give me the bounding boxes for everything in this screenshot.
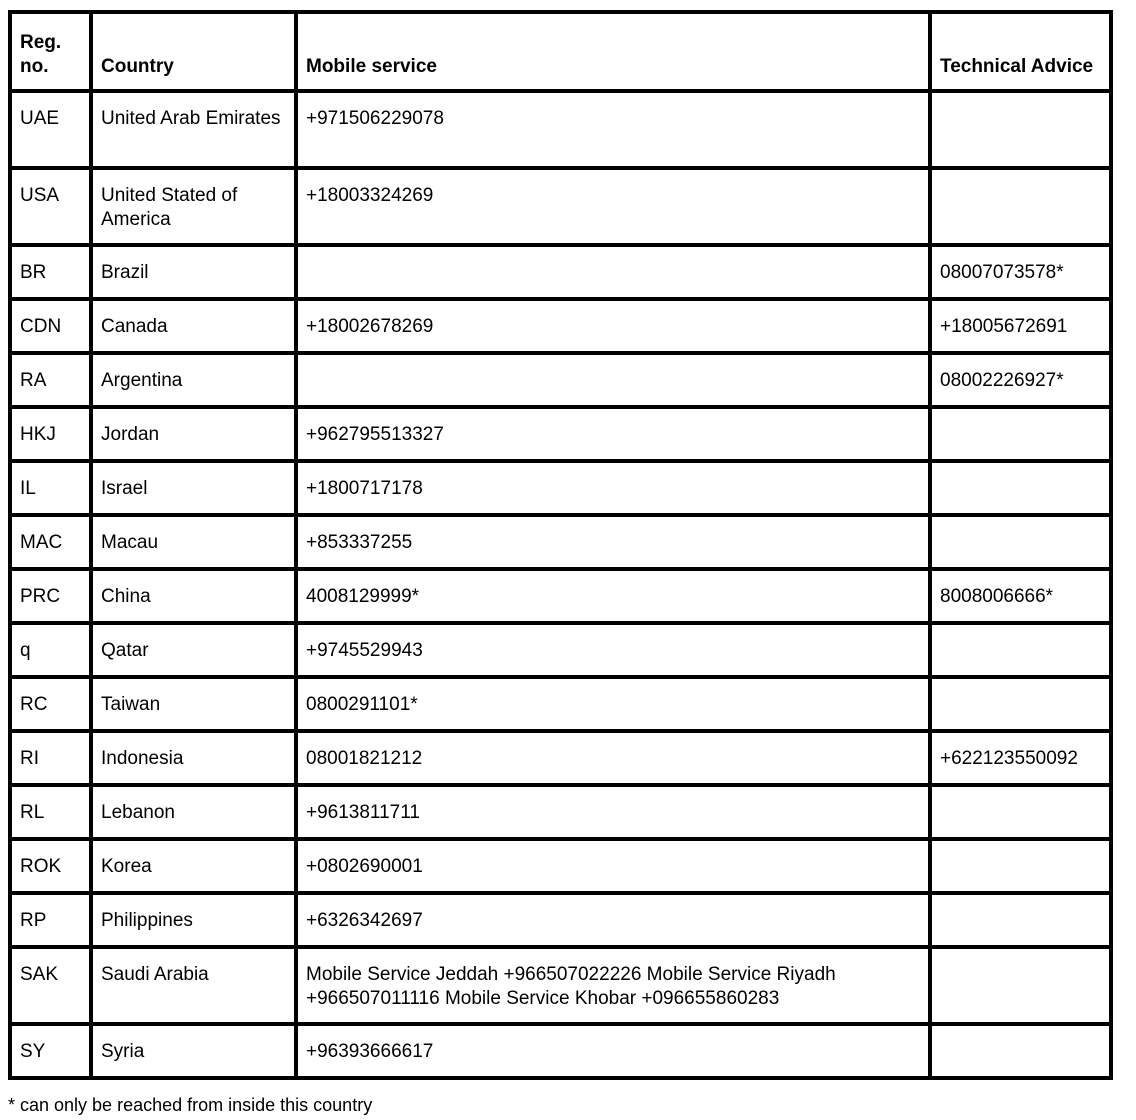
table-row <box>10 515 1111 569</box>
reg-no-cell: CDN <box>10 299 91 353</box>
country-cell: United Arab Emirates <box>91 91 296 168</box>
country-cell: Taiwan <box>91 677 296 731</box>
reg-no-cell: IL <box>10 461 91 515</box>
country-cell: United Stated of America <box>91 168 296 245</box>
country-cell: Macau <box>91 515 296 569</box>
table-row <box>10 569 1111 623</box>
reg-no-cell: HKJ <box>10 407 91 461</box>
technical-advice-cell <box>930 947 1111 1024</box>
technical-advice-cell <box>930 515 1111 569</box>
mobile-service-cell: +0802690001 <box>296 839 930 893</box>
table-row <box>10 623 1111 677</box>
mobile-service-cell: +9745529943 <box>296 623 930 677</box>
header-technical-advice: Technical Advice <box>930 12 1111 91</box>
mobile-service-cell <box>296 353 930 407</box>
reg-no-cell: SY <box>10 1024 91 1078</box>
reg-no-cell: RP <box>10 893 91 947</box>
reg-no-cell: SAK <box>10 947 91 1024</box>
table-row <box>10 168 1111 245</box>
table-row <box>10 731 1111 785</box>
reg-no-cell: RL <box>10 785 91 839</box>
table-row <box>10 299 1111 353</box>
header-reg-no: Reg. no. <box>10 12 91 91</box>
reg-no-cell: RI <box>10 731 91 785</box>
technical-advice-cell <box>930 1024 1111 1078</box>
mobile-service-cell: +96393666617 <box>296 1024 930 1078</box>
technical-advice-cell <box>930 168 1111 245</box>
technical-advice-cell <box>930 677 1111 731</box>
mobile-service-cell: 4008129999* <box>296 569 930 623</box>
table-row <box>10 677 1111 731</box>
technical-advice-cell <box>930 91 1111 168</box>
table-row <box>10 91 1111 168</box>
table-row <box>10 461 1111 515</box>
country-cell: China <box>91 569 296 623</box>
country-cell: Korea <box>91 839 296 893</box>
reg-no-cell: PRC <box>10 569 91 623</box>
mobile-service-cell: +18002678269 <box>296 299 930 353</box>
technical-advice-cell: 08002226927* <box>930 353 1111 407</box>
mobile-service-cell: +9613811711 <box>296 785 930 839</box>
reg-no-cell: RC <box>10 677 91 731</box>
country-cell: Argentina <box>91 353 296 407</box>
technical-advice-cell <box>930 407 1111 461</box>
technical-advice-cell: +18005672691 <box>930 299 1111 353</box>
reg-no-cell: ROK <box>10 839 91 893</box>
country-cell: Qatar <box>91 623 296 677</box>
country-cell: Indonesia <box>91 731 296 785</box>
table-row <box>10 839 1111 893</box>
country-cell: Canada <box>91 299 296 353</box>
reg-no-cell: RA <box>10 353 91 407</box>
country-cell: Saudi Arabia <box>91 947 296 1024</box>
technical-advice-cell <box>930 461 1111 515</box>
technical-advice-cell <box>930 623 1111 677</box>
reg-no-cell: q <box>10 623 91 677</box>
mobile-service-cell: +853337255 <box>296 515 930 569</box>
mobile-service-cell: +1800717178 <box>296 461 930 515</box>
technical-advice-cell: 8008006666* <box>930 569 1111 623</box>
country-cell: Jordan <box>91 407 296 461</box>
reg-no-cell: MAC <box>10 515 91 569</box>
technical-advice-cell <box>930 785 1111 839</box>
table-row <box>10 353 1111 407</box>
mobile-service-cell: +18003324269 <box>296 168 930 245</box>
table-row <box>10 785 1111 839</box>
country-cell: Lebanon <box>91 785 296 839</box>
service-contacts-table <box>8 10 1113 1080</box>
technical-advice-cell: 08007073578* <box>930 245 1111 299</box>
reg-no-cell: USA <box>10 168 91 245</box>
table-row <box>10 245 1111 299</box>
reg-no-cell: UAE <box>10 91 91 168</box>
table-row <box>10 893 1111 947</box>
reg-no-cell: BR <box>10 245 91 299</box>
country-cell: Philippines <box>91 893 296 947</box>
mobile-service-cell: +971506229078 <box>296 91 930 168</box>
mobile-service-cell: Mobile Service Jeddah +966507022226 Mobile Service Riyadh +966507011116 Mobile Service Khobar +096655860283 <box>296 947 930 1024</box>
country-cell: Israel <box>91 461 296 515</box>
mobile-service-cell: 08001821212 <box>296 731 930 785</box>
table-row <box>10 1024 1111 1078</box>
mobile-service-cell <box>296 245 930 299</box>
technical-advice-cell <box>930 893 1111 947</box>
mobile-service-cell: 0800291101* <box>296 677 930 731</box>
mobile-service-cell: +962795513327 <box>296 407 930 461</box>
technical-advice-cell: +622123550092 <box>930 731 1111 785</box>
country-cell: Syria <box>91 1024 296 1078</box>
country-cell: Brazil <box>91 245 296 299</box>
header-country: Country <box>91 12 296 91</box>
table-header-row <box>10 12 1111 91</box>
header-mobile-service: Mobile service <box>296 12 930 91</box>
table-row <box>10 407 1111 461</box>
table-row <box>10 947 1111 1024</box>
footnote: * can only be reached from inside this country <box>8 1095 373 1115</box>
mobile-service-cell: +6326342697 <box>296 893 930 947</box>
technical-advice-cell <box>930 839 1111 893</box>
